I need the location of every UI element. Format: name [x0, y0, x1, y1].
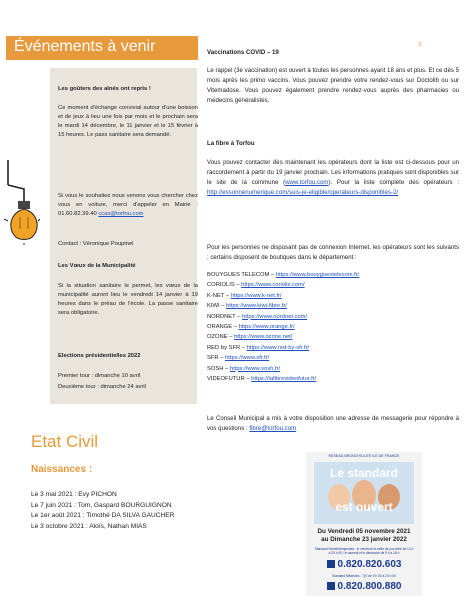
isp-link[interactable]: https://www.coriolis.com/	[241, 282, 305, 289]
poster-phone-2-number: 0.820.800.880	[337, 581, 402, 592]
poster-dates-line-2: au Dimanche 23 janvier 2022	[321, 536, 407, 543]
poster-phone-2	[306, 581, 422, 592]
isp-item: RED by SFR – https://www.red-by-sfr.fr/	[207, 344, 310, 351]
births-list	[31, 490, 221, 532]
poster-title-line-2: est ouvert	[335, 500, 393, 514]
isp-item: K-NET – https://www.k-net.fr/	[207, 292, 282, 299]
elections-title: Elections présidentielles 2022	[58, 352, 141, 359]
isp-link[interactable]: https://www.bouyguestelecom.fr/	[275, 272, 360, 278]
lightbulb-icon	[4, 155, 40, 245]
isp-item: OZONE – https://www.ozone.net/	[207, 334, 293, 341]
isp-link[interactable]: https://www.k-net.fr/	[230, 292, 282, 299]
isp-name: RED by SFR	[207, 344, 241, 351]
etat-civil-title: Etat Civil	[31, 432, 99, 451]
isp-link[interactable]: https://www.kiwi-fibre.fr/	[226, 303, 287, 310]
poster-dates-line-1: Du Vendredi 05 novembre 2021	[317, 528, 411, 535]
isp-link[interactable]: https://www.orange.fr/	[238, 324, 295, 331]
isp-item: KIWI – https://www.kiwi-fibre.fr/	[207, 303, 287, 310]
isp-item: SFR – https://www.sfr.fr/	[207, 355, 270, 362]
isp-item: VIDEOFUTUR – https://lafibrevideofutur.fr/	[207, 376, 317, 383]
birth-entry: Le 3 octobre 2021 : Aloïs, Nathan MIAS	[31, 522, 147, 530]
gouter-title: Les goûters des aînés ont repris !	[58, 85, 151, 92]
page-number: 3	[418, 42, 422, 48]
elections-round-2: Deuxième tour : dimanche 24 avril	[58, 383, 146, 390]
naissances-title: Naissances :	[31, 464, 93, 475]
poster-dates	[306, 528, 422, 544]
elections-round-1: Premier tour : dimanche 10 avril	[58, 372, 141, 379]
conseil-note	[207, 414, 459, 434]
isp-link[interactable]: https://www.ozone.net/	[234, 334, 293, 341]
ccas-email-link[interactable]: ccas@torfou.com	[98, 211, 144, 218]
isp-name: BOUYGUES TELECOM	[207, 272, 270, 278]
isp-item: CORIOLIS – https://www.coriolis.com/	[207, 282, 305, 289]
isp-item: ORANGE – https://www.orange.fr/	[207, 324, 295, 331]
fibre-body-text-1: Vous pouvez contacter dès maintenant les opérateurs dont la liste est ci-dessous pour un raccordement à partir du 19 janvier prochain. Les informations pratiques sont disponibles sur le site de la commune (	[207, 159, 459, 187]
voeux-title: Les Vœux de la Municipalité	[58, 262, 136, 269]
isp-intro: Pour les personnes ne disposant pas de connexion Internet, les opérateurs sont les suivants ; certains disposent de boutiques dans le département :	[207, 244, 459, 262]
poster-header: RESEAU BRONCHIOLITE ILE DE FRANCE	[328, 454, 400, 458]
birth-entry: Le 3 mai 2021 : Evy PICHON	[31, 491, 117, 498]
torfou-site-link[interactable]: www.torfou.com	[285, 179, 329, 187]
banner-title: Événements à venir	[14, 38, 156, 55]
poster-photo	[314, 462, 414, 524]
isp-name: SOSH	[207, 365, 224, 372]
isp-name: OZONE	[207, 334, 228, 341]
isp-name: KIWI	[207, 303, 220, 310]
isp-link[interactable]: https://www.red-by-sfr.fr/	[246, 344, 310, 351]
essonne-numerique-link[interactable]: http://essonnenumerique.com/suis-je-eligible/operateurs-disponibles-2/	[207, 189, 399, 197]
bronchiolite-poster	[306, 452, 422, 596]
isp-item: NORDNET – https://www.nordnet.com/	[207, 313, 308, 320]
poster-kine-info: Standard Kinésithérapeutes : le vendredi et veille de jour férié de 12 h à 20 h 00 / le samedi et le dimanche de 9 h à 18 h	[314, 547, 414, 555]
isp-link[interactable]: https://lafibrevideofutur.fr/	[251, 376, 317, 383]
covid-title: Vaccinations COVID – 19	[207, 49, 279, 57]
birth-entry: Le 1er août 2021 : Timothé DA SILVA GAUCHER	[31, 512, 175, 520]
fibre-title: La fibre à Torfou	[207, 140, 255, 148]
covid-body: Le rappel (3e vaccination) est ouvert à toutes les personnes ayant 18 ans et plus. Et ce dès 5 mois après les primo vaccins. Vous pouvez prendre votre rendez-vous sur Doctolib ou sur Vitemadose. Vous pouvez également prendre rendez-vous auprès des pharmacies ou médecins généralistes.	[207, 67, 459, 105]
gouter-contact-text: Si vous le souhaitez nous venons vous chercher chez vous en voiture, merci d'appeler en Mairie : 01.60.82.39.40	[58, 192, 198, 218]
isp-list	[207, 270, 459, 384]
isp-link[interactable]: https://www.sfr.fr/	[225, 355, 270, 362]
isp-link[interactable]: https://www.sosh.fr/	[229, 365, 281, 372]
phone-icon	[327, 560, 335, 568]
isp-name: VIDEOFUTUR	[207, 376, 245, 383]
isp-name: CORIOLIS	[207, 282, 235, 289]
isp-name: K-NET	[207, 292, 225, 299]
section-banner	[6, 36, 198, 60]
fibre-body	[207, 158, 459, 198]
poster-title-line-1: Le standard	[329, 466, 398, 480]
isp-item: SOSH – https://www.sosh.fr/	[207, 365, 281, 372]
gouter-contact	[58, 192, 198, 220]
poster-phone-1	[306, 559, 422, 570]
isp-name: NORDNET	[207, 313, 236, 320]
gouter-contact-person: Contact : Véronique Poupinel	[58, 240, 134, 247]
isp-name: ORANGE	[207, 324, 233, 331]
fibre-email-link[interactable]: fibre@torfou.com	[249, 425, 297, 433]
voeux-body: Si la situation sanitaire le permet, les vœux de la municipalité auront lieu le vendredi 14 janvier à 19 heures dans le préau de l'école. La passe sanitaire sera obligatoire.	[58, 282, 198, 317]
phone-icon	[327, 582, 335, 590]
birth-entry: Le 7 juin 2021 : Tom, Gaspard BOURGUIGNON	[31, 501, 172, 509]
poster-medecin-info: Standard Médecins : 7j/7 de 9 h 00 à 23 h 00	[332, 574, 396, 578]
isp-link[interactable]: https://www.nordnet.com/	[242, 313, 308, 320]
isp-name: SFR	[207, 355, 219, 362]
conseil-text: Le Conseil Municipal a mis à votre disposition une adresse de messagerie pour répondre à vos questions :	[207, 415, 459, 433]
isp-item: BOUYGUES TELECOM – https://www.bouyguestelecom.fr/	[207, 272, 360, 278]
poster-phone-1-number: 0.820.820.603	[337, 559, 402, 570]
gouter-body: Ce moment d'échange convivial autour d'une boisson et de jeux à lieu une fois par mois et le prochain sera le mardi 14 décembre, le 11 janvier et le 15 février à 15 heures. Le pass sanitaire sera demandé.	[58, 104, 198, 139]
fibre-body-text-2: ). Pour la liste complète des opérateurs :	[328, 179, 460, 187]
